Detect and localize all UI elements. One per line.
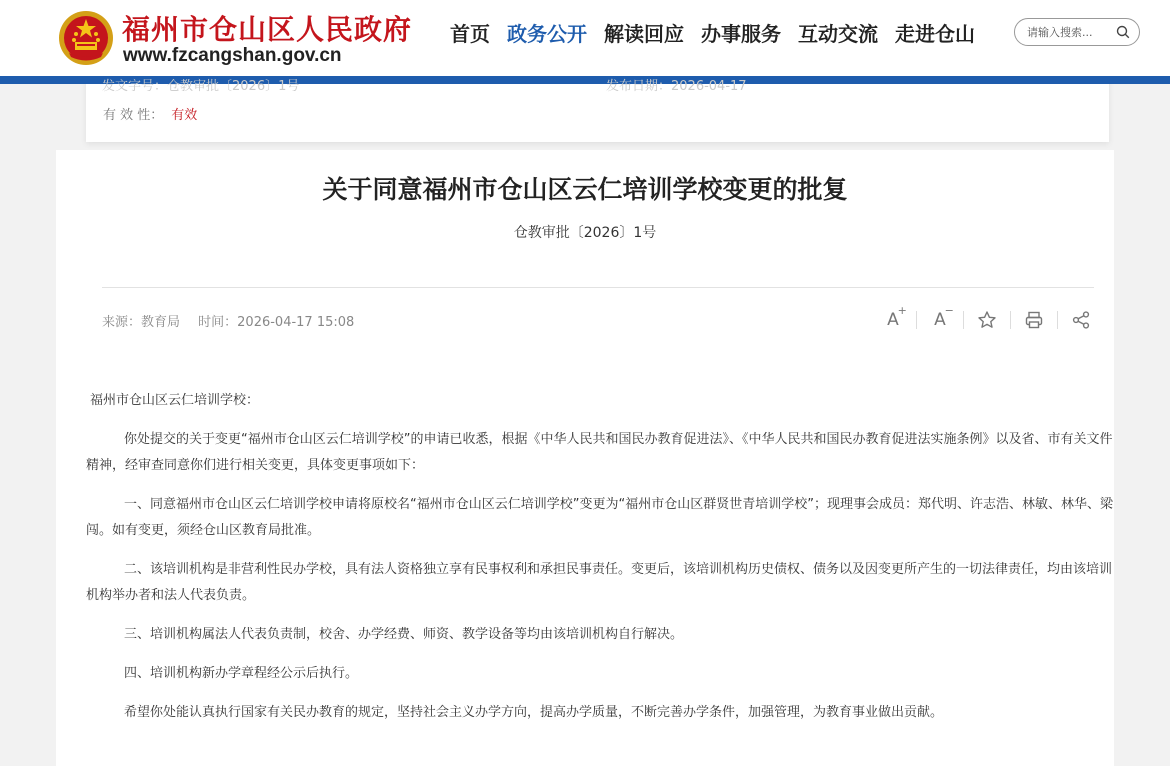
toolbar-separator xyxy=(1057,311,1058,329)
info-date-row xyxy=(606,75,747,94)
nav-item-interaction[interactable]: 互动交流 xyxy=(798,22,878,46)
nav-item-about-cangshan[interactable]: 走进仓山 xyxy=(895,22,975,46)
article xyxy=(56,150,1114,766)
national-emblem-icon xyxy=(57,9,115,67)
paragraph: 二、该培训机构是非营利性民办学校，具有法人资格独立享有民事权利和承担民事责任。变更后，该培训机构历史债权、债务以及因变更所产生的一切法律责任，均由该培训机构举办者和法人代表负责。 xyxy=(86,562,1113,603)
validity-label: 有 效 性： xyxy=(103,108,164,123)
docno-value: 仓教审批〔2026〕1号 xyxy=(167,79,300,94)
paragraph: 你处提交的关于变更“福州市仓山区云仁培训学校”的申请已收悉，根据《中华人民共和国民办教育促进法》、《中华人民共和国民办教育促进法实施条例》以及省、市有关文件精神，经审查同意你们进行相关变更，具体变更事项如下： xyxy=(86,432,1113,473)
article-source: 来源：教育局 xyxy=(102,315,181,330)
article-toolbar xyxy=(882,304,1092,332)
star-icon xyxy=(977,310,997,330)
docno-label: 发文字号： xyxy=(102,79,168,94)
validity-row xyxy=(103,104,197,123)
nav-item-services[interactable]: 办事服务 xyxy=(701,22,781,46)
paragraph: 三、培训机构属法人代表负责制，校舍、办学经费、师资、教学设备等均由该培训机构自行解决。 xyxy=(124,627,684,642)
toolbar-separator xyxy=(916,311,917,329)
article-doc-number: 仓教审批〔2026〕1号 xyxy=(513,225,657,241)
paragraph: 一、同意福州市仓山区云仁培训学校申请将原校名“福州市仓山区云仁培训学校”变更为“福州市仓山区群贤世青培训学校”；现理事会成员：郑代明、许志浩、林敏、林华、梁闯。如有变更，须经仓山区教育局批准。 xyxy=(86,497,1113,538)
search-box xyxy=(1014,18,1140,46)
print-button[interactable] xyxy=(1023,309,1045,331)
info-docno-row xyxy=(102,75,299,94)
site-name[interactable]: 福州市仓山区人民政府 xyxy=(122,13,413,46)
font-decrease-button[interactable]: A − xyxy=(934,304,954,330)
share-icon xyxy=(1071,310,1091,330)
search-input[interactable] xyxy=(1027,23,1113,41)
article-time: 时间：2026-04-17 15:08 xyxy=(198,315,355,330)
site-header xyxy=(0,0,1170,76)
salutation: 福州市仓山区云仁培训学校： xyxy=(90,393,260,408)
nav-item-government-affairs[interactable]: 政务公开 xyxy=(507,22,587,46)
article-meta xyxy=(102,311,354,330)
font-increase-button[interactable]: A + xyxy=(887,304,907,330)
share-button[interactable] xyxy=(1070,309,1092,331)
paragraph: 希望你处能认真执行国家有关民办教育的规定，坚持社会主义办学方向，提高办学质量，不断完善办学条件，加强管理，为教育事业做出贡献。 xyxy=(124,705,944,720)
validity-value: 有效 xyxy=(171,108,198,123)
site-url[interactable]: www.fzcangshan.gov.cn xyxy=(123,45,342,66)
nav-item-home[interactable]: 首页 xyxy=(450,22,490,46)
font-increase-icon: A xyxy=(887,310,899,330)
article-body xyxy=(86,388,1114,739)
nav-item-interpretation[interactable]: 解读回应 xyxy=(604,22,684,46)
favorite-button[interactable] xyxy=(976,309,998,331)
article-title: 关于同意福州市仓山区云仁培训学校变更的批复 xyxy=(322,175,848,204)
date-label: 发布日期： xyxy=(606,79,672,94)
toolbar-separator xyxy=(963,311,964,329)
main-nav xyxy=(450,18,992,47)
font-decrease-icon: A xyxy=(934,310,946,330)
toolbar-separator xyxy=(1010,311,1011,329)
date-value: 2026-04-17 xyxy=(671,79,747,94)
divider xyxy=(102,287,1094,288)
printer-icon xyxy=(1024,310,1044,330)
paragraph: 四、培训机构新办学章程经公示后执行。 xyxy=(124,666,359,681)
search-icon[interactable] xyxy=(1116,25,1130,39)
